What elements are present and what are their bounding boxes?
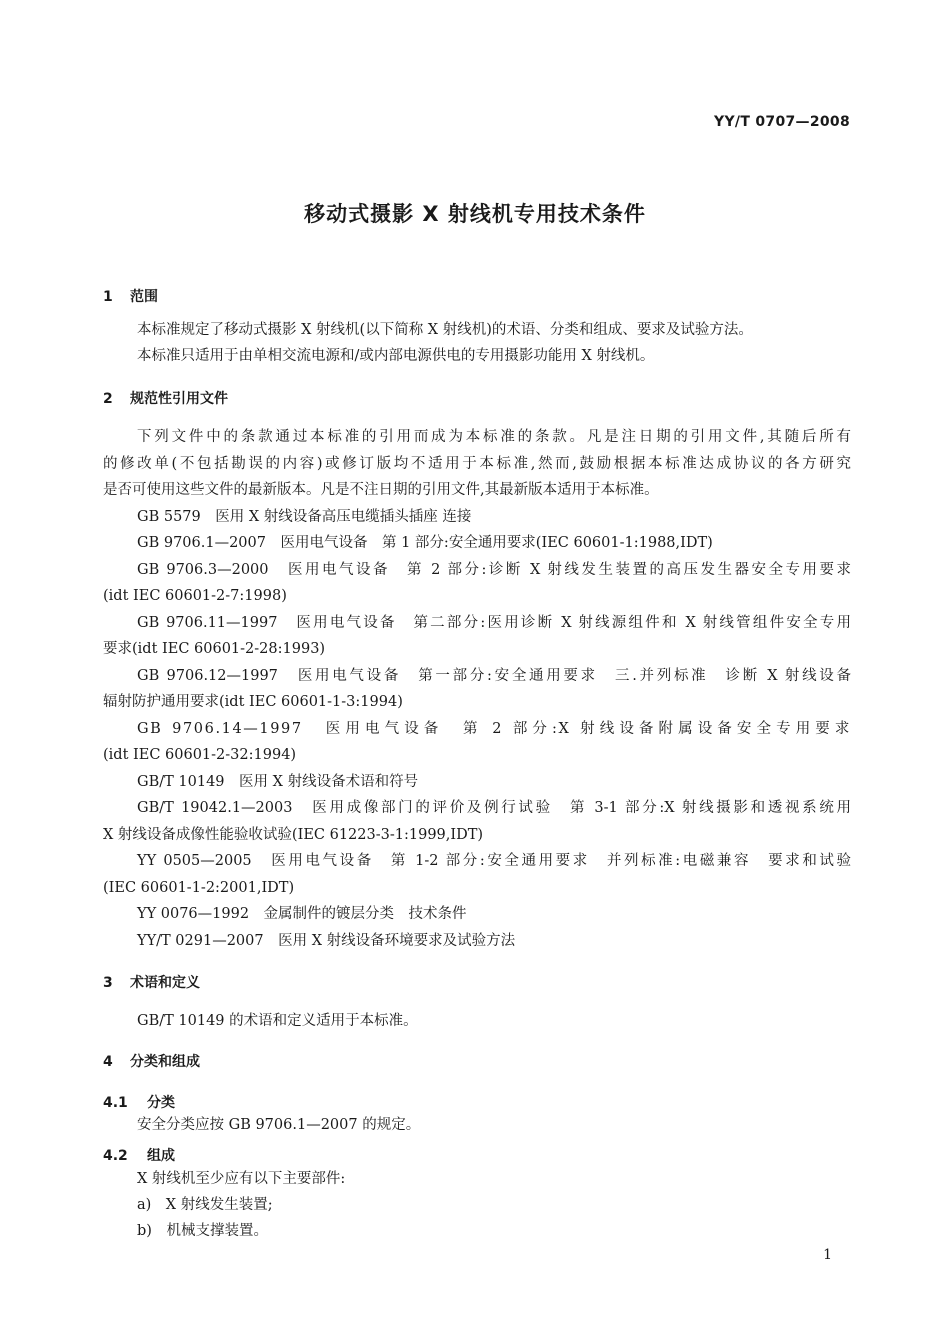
section-title: 规范性引用文件 <box>130 391 228 407</box>
section-title: 分类和组成 <box>130 1054 200 1070</box>
paragraph: X 射线机至少应有以下主要部件: <box>137 1171 346 1187</box>
paragraph-line: 下列文件中的条款通过本标准的引用而成为本标准的条款。凡是注日期的引用文件,其随后所有 <box>137 429 851 445</box>
reference-item: YY 0505—2005 医用电气设备 第 1-2 部分:安全通用要求 并列标准:电磁兼容 要求和试验 <box>137 853 851 869</box>
paragraph-line: 的修改单(不包括勘误的内容)或修订版均不适用于本标准,然而,鼓励根据本标准达成协议的各方研究 <box>103 456 851 472</box>
reference-item-cont: 要求(idt IEC 60601-2-28:1993) <box>103 641 326 657</box>
section-title: 分类 <box>147 1095 175 1111</box>
standard-number: YY/T 0707—2008 <box>714 114 850 130</box>
reference-item-cont: X 射线设备成像性能验收试验(IEC 61223-3-1:1999,IDT) <box>103 827 484 843</box>
reference-item-cont: (idt IEC 60601-2-7:1998) <box>103 588 287 604</box>
section-4-1-heading <box>103 1092 175 1112</box>
reference-item-cont: (idt IEC 60601-2-32:1994) <box>103 747 297 763</box>
section-4-heading <box>103 1051 200 1071</box>
reference-item-cont: (IEC 60601-1-2:2001,IDT) <box>103 880 295 896</box>
paragraph: 本标准只适用于由单相交流电源和/或内部电源供电的专用摄影功能用 X 射线机。 <box>137 348 655 364</box>
section-title: 范围 <box>130 289 158 305</box>
section-number: 4.2 <box>103 1148 128 1164</box>
reference-item: GB 9706.14—1997 医用电气设备 第 2 部分:X 射线设备附属设备安全专用要求 <box>137 721 851 737</box>
paragraph-line: 是否可使用这些文件的最新版本。凡是不注日期的引用文件,其最新版本适用于本标准。 <box>103 482 659 498</box>
section-2-heading <box>103 388 228 408</box>
reference-item: YY 0076—1992 金属制件的镀层分类 技术条件 <box>137 906 467 922</box>
reference-item: GB 9706.3—2000 医用电气设备 第 2 部分:诊断 X 射线发生装置的高压发生器安全专用要求 <box>137 562 851 578</box>
section-1-heading <box>103 286 158 306</box>
list-item: a) X 射线发生装置; <box>137 1197 273 1213</box>
list-item: b) 机械支撑装置。 <box>137 1223 268 1239</box>
section-3-heading <box>103 972 200 992</box>
reference-item: GB 9706.12—1997 医用电气设备 第一部分:安全通用要求 三.并列标准 诊断 X 射线设备 <box>137 668 851 684</box>
section-number: 4.1 <box>103 1095 128 1111</box>
reference-item: GB/T 10149 医用 X 射线设备术语和符号 <box>137 774 419 790</box>
reference-item: GB 5579 医用 X 射线设备高压电缆插头插座 连接 <box>137 509 472 525</box>
reference-item: GB/T 19042.1—2003 医用成像部门的评价及例行试验 第 3-1 部分:X 射线摄影和透视系统用 <box>137 800 851 816</box>
paragraph: GB/T 10149 的术语和定义适用于本标准。 <box>137 1013 418 1029</box>
reference-item-cont: 辐射防护通用要求(idt IEC 60601-1-3:1994) <box>103 694 403 710</box>
reference-item: YY/T 0291—2007 医用 X 射线设备环境要求及试验方法 <box>137 933 516 949</box>
reference-item: GB 9706.1—2007 医用电气设备 第 1 部分:安全通用要求(IEC 60601-1:1988,IDT) <box>137 535 713 551</box>
section-number: 3 <box>103 975 113 991</box>
paragraph: 本标准规定了移动式摄影 X 射线机(以下简称 X 射线机)的术语、分类和组成、要求及试验方法。 <box>137 322 753 338</box>
paragraph: 安全分类应按 GB 9706.1—2007 的规定。 <box>137 1117 421 1133</box>
section-number: 4 <box>103 1054 113 1070</box>
page-number: 1 <box>823 1247 832 1263</box>
section-4-2-heading <box>103 1145 175 1165</box>
section-title: 术语和定义 <box>130 975 200 991</box>
document-title: 移动式摄影 X 射线机专用技术条件 <box>304 202 646 226</box>
section-title: 组成 <box>147 1148 175 1164</box>
section-number: 1 <box>103 289 113 305</box>
reference-item: GB 9706.11—1997 医用电气设备 第二部分:医用诊断 X 射线源组件和 X 射线管组件安全专用 <box>137 615 851 631</box>
section-number: 2 <box>103 391 113 407</box>
